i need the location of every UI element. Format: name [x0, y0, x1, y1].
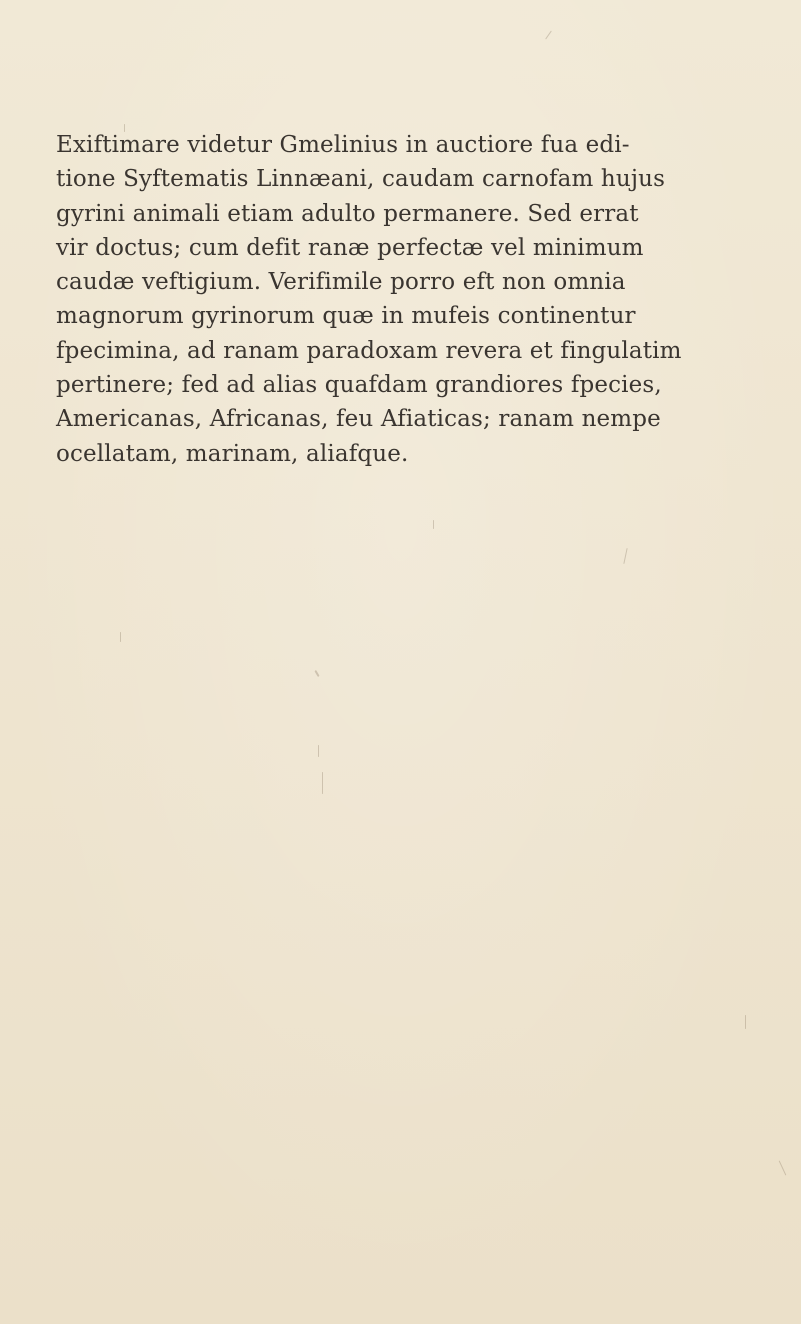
paper-speck: [322, 772, 323, 794]
text-line-8: pertinere; fed ad alias quafdam grandiores fpecies,: [56, 372, 662, 399]
paper-speck: [314, 670, 319, 677]
text-line-3: gyrini animali etiam adulto permanere. Sed errat: [56, 200, 639, 227]
text-line-4: vir doctus; cum defit ranæ perfectæ vel minimum: [56, 234, 644, 261]
paper-speck: [623, 548, 627, 564]
paper-speck: [318, 745, 319, 757]
text-line-6: magnorum gyrinorum quæ in mufeis continentur: [56, 303, 636, 330]
paper-speck: [433, 520, 434, 529]
text-line-1: Exiftimare videtur Gmelinius in auctiore fua edi-: [56, 132, 630, 158]
text-line-2: tione Syftematis Linnæani, caudam carnofam hujus: [56, 166, 666, 193]
paragraph: [56, 128, 746, 471]
text-line-9: Americanas, Africanas, feu Afiaticas; ranam nempe: [56, 406, 661, 433]
text-line-5: caudæ veftigium. Verifimile porro eft non omnia: [56, 269, 626, 296]
text-line-7: fpecimina, ad ranam paradoxam revera et fingulatim: [56, 337, 682, 364]
text-line-10: ocellatam, marinam, aliafque.: [56, 440, 409, 467]
paper-speck: [124, 124, 125, 132]
paper-speck: [745, 1015, 746, 1029]
paper-speck: [779, 1161, 787, 1176]
paper-speck: [120, 632, 121, 642]
paper-speck: [545, 31, 552, 40]
